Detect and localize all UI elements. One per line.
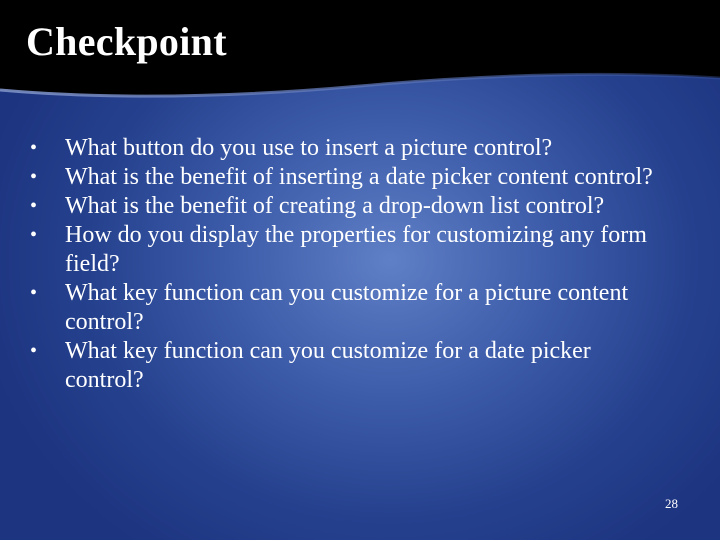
bullet-text: What is the benefit of creating a drop-down list control? <box>65 193 605 219</box>
list-item <box>30 221 670 279</box>
bullet-text: What key function can you customize for a date picker control? <box>65 338 591 393</box>
bullet-list <box>30 134 670 395</box>
bullet-text: What button do you use to insert a picture control? <box>65 135 553 161</box>
slide-title: Checkpoint <box>26 19 227 64</box>
list-item <box>30 279 670 337</box>
bullet-text: How do you display the properties for customizing any form field? <box>65 222 647 277</box>
page-number: 28 <box>665 496 678 511</box>
bullet-dot: • <box>30 282 38 304</box>
list-item <box>30 192 670 221</box>
bullet-dot: • <box>30 224 38 246</box>
bullet-text: What is the benefit of inserting a date picker content control? <box>65 164 653 190</box>
bullet-dot: • <box>30 166 38 188</box>
list-item <box>30 163 670 192</box>
bullet-dot: • <box>30 137 38 159</box>
bullet-dot: • <box>30 340 38 362</box>
bullet-text: What key function can you customize for a picture content control? <box>65 280 629 335</box>
list-item <box>30 337 670 395</box>
list-item <box>30 134 670 163</box>
bullet-dot: • <box>30 195 38 217</box>
